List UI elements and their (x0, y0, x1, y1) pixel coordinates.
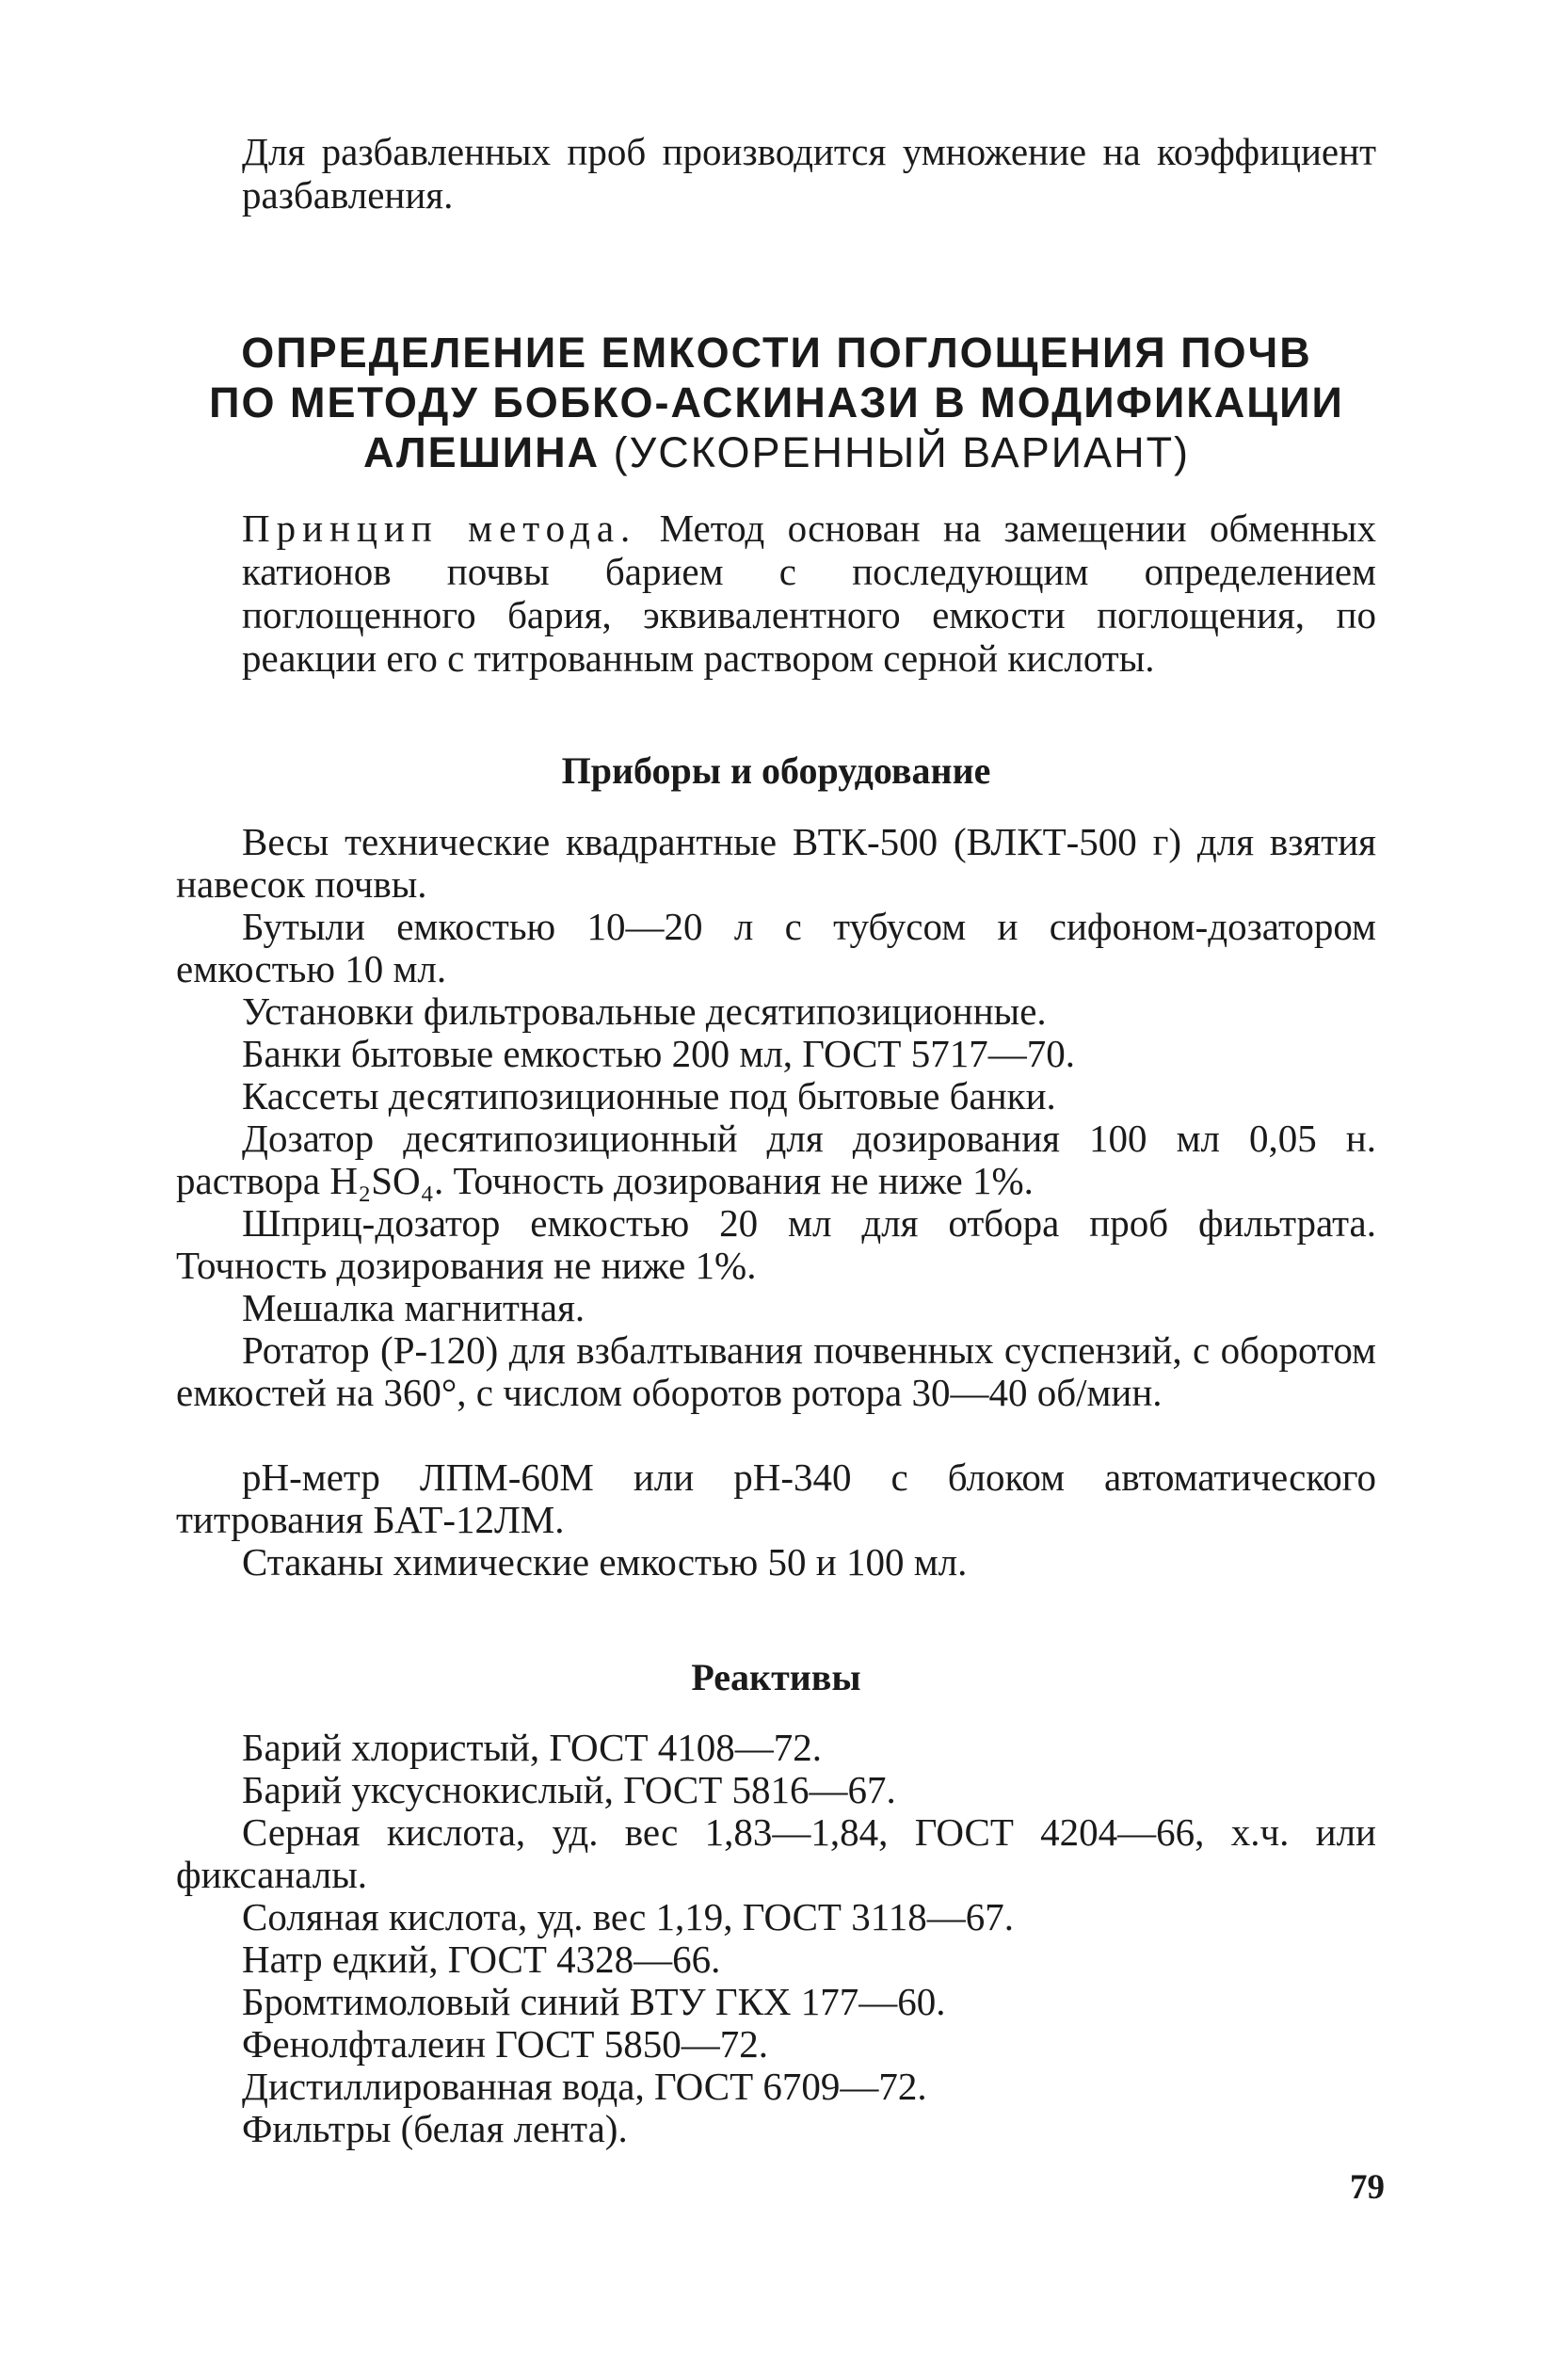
principle-label: Принцип метода. (242, 507, 637, 550)
equipment-heading: Приборы и оборудование (561, 749, 991, 792)
intro-text: Для разбавленных проб производится умножение на коэффициент разбавления. (242, 130, 1376, 217)
principle-paragraph (176, 507, 1376, 680)
reagents-heading: Реактивы (691, 1656, 861, 1698)
section-title (141, 328, 1412, 477)
reagent-item: Барий хлористый, ГОСТ 4108—72. (242, 1726, 823, 1769)
reagent-item: Фильтры (белая лента). (242, 2107, 628, 2150)
equipment-item: Установки фильтровальные десятипозиционные. (242, 989, 1047, 1033)
title-line-3-bold: АЛЕШИНА (362, 428, 601, 476)
reagent-item: Серная кислота, уд. вес 1,83—1,84, ГОСТ 4204—66, х.ч. или фиксаналы. (176, 1810, 1376, 1896)
equipment-item: Весы технические квадрантные ВТК-500 (ВЛКТ-500 г) для взятия навесок почвы. (176, 820, 1376, 906)
equipment-item: Кассеты десятипозиционные под бытовые банки. (242, 1074, 1056, 1118)
reagent-item: Бромтимоловый синий ВТУ ГКХ 177—60. (242, 1980, 946, 2023)
equipment-item: Шприц-дозатор емкостью 20 мл для отбора проб фильтрата. Точность дозирования не ниже 1%. (176, 1201, 1376, 1287)
equipment-item: Дозатор десятипозиционный для дозирования 100 мл 0,05 н. раствора H₂SO₄. Точность дозирования не ниже 1%. (176, 1117, 1376, 1202)
equipment-item: Бутыли емкостью 10—20 л с тубусом и сифоном-дозатором емкостью 10 мл. (176, 905, 1376, 990)
equipment-item: Мешалка магнитная. (242, 1286, 586, 1329)
equipment-item: Стаканы химические емкостью 50 и 100 мл. (242, 1540, 968, 1584)
title-line-3-light: (УСКОРЕННЫЙ ВАРИАНТ) (613, 428, 1191, 476)
title-line-2: ПО МЕТОДУ БОБКО-АСКИНАЗИ В МОДИФИКАЦИИ (209, 378, 1344, 426)
reagent-item: Натр едкий, ГОСТ 4328—66. (242, 1938, 721, 1981)
intro-paragraph (176, 130, 1376, 217)
title-line-1: ОПРЕДЕЛЕНИЕ ЕМКОСТИ ПОГЛОЩЕНИЯ ПОЧВ (241, 329, 1312, 377)
page-number: 79 (1350, 2168, 1385, 2207)
equipment-item: Ротатор (Р-120) для взбалтывания почвенных суспензий, с оборотом емкостей на 360°, с числом оборотов ротора 30—40 об/мин. (176, 1328, 1376, 1414)
equipment-item: Банки бытовые емкостью 200 мл, ГОСТ 5717—70. (242, 1032, 1075, 1075)
reagent-item: Барий уксуснокислый, ГОСТ 5816—67. (242, 1768, 896, 1811)
reagent-item: Соляная кислота, уд. вес 1,19, ГОСТ 3118—67. (242, 1895, 1014, 1938)
principle-text: Метод основан на замещении обменных катионов почвы барием с последующим определением поглощенного бария, эквивалентного емкости поглощения, по реакции его с титрованным раствором серной кислоты. (242, 507, 1377, 680)
reagent-item: Дистиллированная вода, ГОСТ 6709—72. (242, 2065, 927, 2108)
equipment-item: pH-метр ЛПМ-60М или pH-340 с блоком автоматического титрования БАТ-12ЛМ. (176, 1455, 1376, 1541)
reagent-item: Фенолфталеин ГОСТ 5850—72. (242, 2022, 768, 2066)
